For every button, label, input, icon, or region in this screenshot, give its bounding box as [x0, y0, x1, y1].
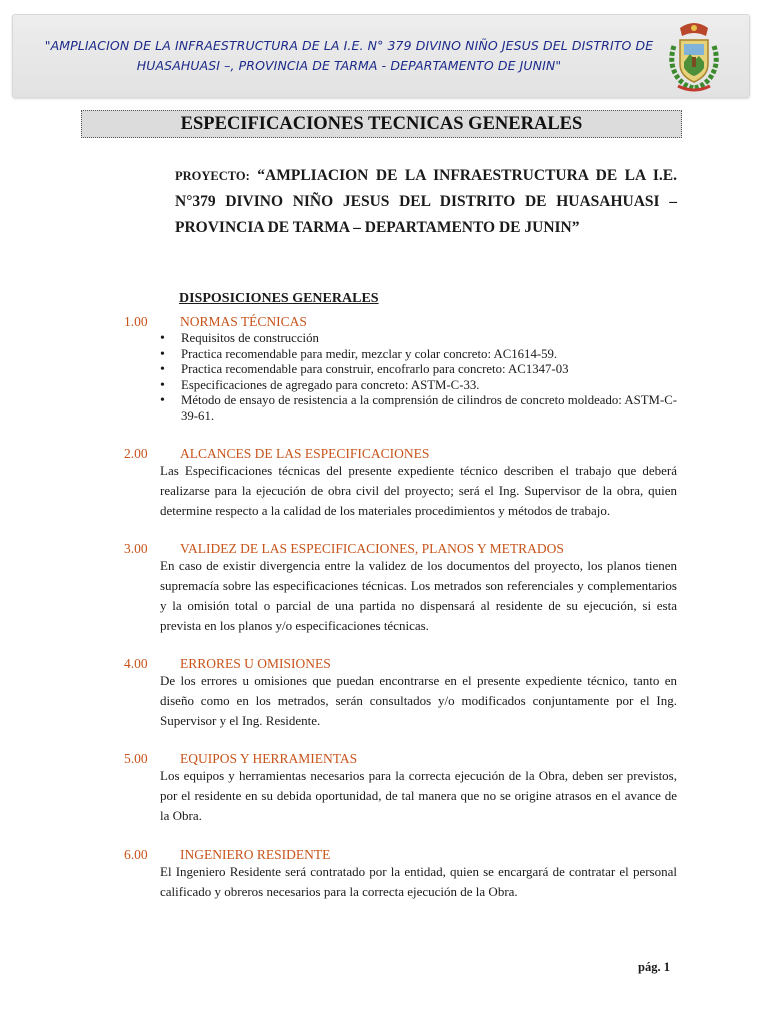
section-number: 5.00: [124, 751, 148, 766]
list-item: • Requisitos de construcción: [160, 331, 677, 347]
document-title: ESPECIFICACIONES TECNICAS GENERALES: [81, 110, 682, 138]
section-number: 6.00: [124, 847, 148, 862]
section-title: ALCANCES DE LAS ESPECIFICACIONES: [180, 446, 430, 461]
section-number: 2.00: [124, 446, 148, 461]
section-3-heading: [124, 541, 564, 557]
section-2-body: Las Especificaciones técnicas del presente expediente técnico describen el trabajo que deberá realizarse para la ejecución de obra civil del proyecto; será el Ing. Supervisor de la obra, quien determine respecto a la calidad de los materiales procedimientos y métodos de trabajo.: [160, 463, 677, 518]
section-4-heading: [124, 656, 331, 672]
header-title: [44, 36, 654, 76]
general-provisions-heading: DISPOSICIONES GENERALES: [179, 291, 379, 306]
section-1-heading: [124, 314, 307, 330]
section-5-body: Los equipos y herramientas necesarios para la correcta ejecución de la Obra, deben ser previstos, por el residente en su debida oportunidad, de tal manera que no se origine atrasos en el avance de la Obra.: [160, 768, 677, 823]
list-item: • Practica recomendable para medir, mezclar y colar concreto: AC1614-59.: [160, 347, 677, 363]
list-item: • Practica recomendable para construir, encofrarlo para concreto: AC1347-03: [160, 362, 677, 378]
header-line-1: "AMPLIACION DE LA INFRAESTRUCTURA DE LA I.E. N° 379 DIVINO NIÑO JESUS DEL DISTRITO DE: [44, 38, 654, 53]
section-title: NORMAS TÉCNICAS: [180, 314, 307, 329]
section-6-body: El Ingeniero Residente será contratado por la entidad, quien se encargará de contratar el personal calificado y obreros necesarios para la correcta ejecución de la Obra.: [160, 864, 677, 899]
section-6-heading: [124, 847, 330, 863]
section-title: VALIDEZ DE LAS ESPECIFICACIONES, PLANOS Y METRADOS: [180, 541, 564, 556]
project-statement: [175, 163, 677, 241]
section-number: 4.00: [124, 656, 148, 671]
project-name: “AMPLIACION DE LA INFRAESTRUCTURA DE LA I.E. N°379 DIVINO NIÑO JESUS DEL DISTRITO DE HUASAHUASI – PROVINCIA DE TARMA – DEPARTAMENTO DE JUNIN”: [175, 167, 677, 236]
section-title: EQUIPOS Y HERRAMIENTAS: [180, 751, 358, 766]
section-5-heading: [124, 751, 357, 767]
project-label: PROYECTO:: [175, 169, 250, 183]
section-2-heading: [124, 446, 429, 462]
section-number: 1.00: [124, 314, 148, 329]
coat-of-arms-icon: [664, 16, 724, 96]
section-title: INGENIERO RESIDENTE: [180, 847, 331, 862]
section-title: ERRORES U OMISIONES: [180, 656, 331, 671]
technical-norms-list: [160, 331, 677, 424]
section-number: 3.00: [124, 541, 148, 556]
list-item: • Especificaciones de agregado para concreto: ASTM-C-33.: [160, 378, 677, 394]
header-line-2: HUASAHUASI –, PROVINCIA DE TARMA - DEPARTAMENTO DE JUNIN": [136, 58, 562, 73]
page-number: pág. 1: [638, 960, 670, 974]
section-4-body: De los errores u omisiones que puedan encontrarse en el presente expediente técnico, tanto en diseño como en los metrados, serán consultados y/o modificados conjuntamente por el Ing. Supervisor y el Ing. Residente.: [160, 673, 677, 728]
list-item: • Método de ensayo de resistencia a la comprensión de cilindros de concreto moldeado: ASTM-C-39-61.: [160, 393, 677, 424]
section-3-body: En caso de existir divergencia entre la validez de los documentos del proyecto, los planos tienen supremacía sobre las especificaciones técnicas. Los metrados son referenciales y complementarios y la omisión total o parcial de una partida no dispensará al residente de su ejecución, si esta prevista en los planos y/o especificaciones técnicas.: [160, 558, 677, 633]
